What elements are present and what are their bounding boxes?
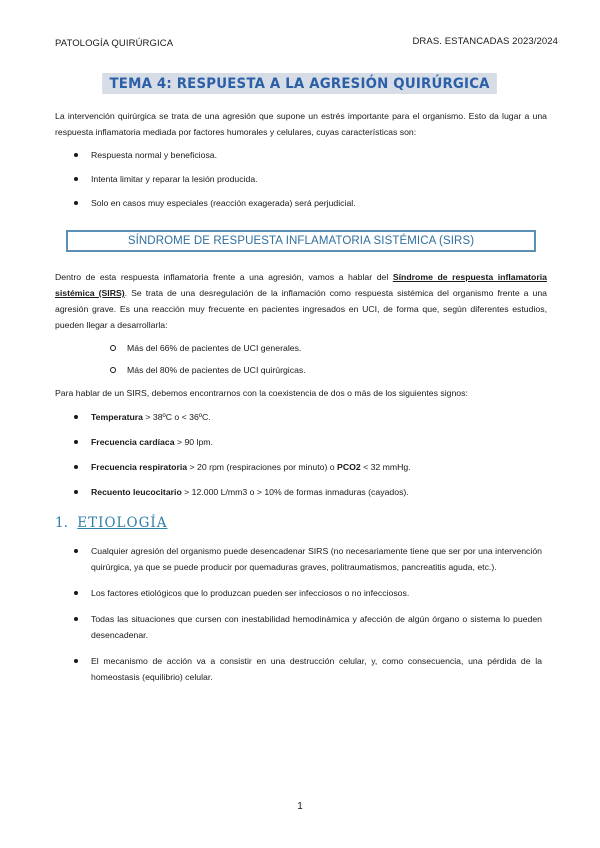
list-item: Cualquier agresión del organismo puede desencadenar SIRS (no necesariamente tiene que ser por una intervención quirúrgica, ya que se puede producir por quemaduras graves, politraumatismos, pancreatitis aguda, etc.). bbox=[72, 543, 542, 575]
list-item: Más del 80% de pacientes de UCI quirúrgicas. bbox=[110, 362, 530, 378]
sign-text: > 20 rpm (respiraciones por minuto) o bbox=[187, 462, 338, 472]
signs-intro: Para hablar de un SIRS, debemos encontrarnos con la coexistencia de dos o más de los siguientes signos: bbox=[55, 388, 468, 398]
sirs-paragraph-part2: . Se trata de una desregulación de la inflamación como respuesta sistémica del organismo frente a una agresión grave. Es una reacción muy frecuente en pacientes ingresados en UCI, de forma que, según diferentes estudios, pueden llegar a desarrollarla: bbox=[55, 288, 547, 330]
icu-stats-list bbox=[110, 340, 530, 378]
intro-paragraph: La intervención quirúrgica se trata de una agresión que supone un estrés importante para el organismo. Esto da lugar a una respuesta inflamatoria mediada por factores humorales y celulares, cuyas características son: bbox=[55, 111, 547, 137]
sign-label: Frecuencia cardíaca bbox=[91, 437, 175, 447]
sirs-section-title: SÍNDROME DE RESPUESTA INFLAMATORIA SISTÉMICA (SIRS) bbox=[127, 235, 475, 247]
list-item: Respuesta normal y beneficiosa. bbox=[72, 147, 542, 163]
section-number: 1. bbox=[55, 515, 68, 531]
sirs-paragraph-part1: Dentro de esta respuesta inflamatoria frente a una agresión, vamos a hablar del bbox=[55, 272, 393, 282]
page-number: 1 bbox=[297, 801, 303, 812]
sign-text: > 12.000 L/mm3 o > 10% de formas inmaduras (cayados). bbox=[181, 487, 409, 497]
sign-item bbox=[72, 484, 542, 500]
list-item: Intenta limitar y reparar la lesión producida. bbox=[72, 171, 542, 187]
sign-label: Temperatura bbox=[91, 412, 143, 422]
sign-label: Frecuencia respiratoria bbox=[91, 462, 188, 472]
etiology-list bbox=[72, 543, 542, 685]
sign-item bbox=[72, 434, 542, 450]
list-item: Todas las situaciones que cursen con inestabilidad hemodinámica y afección de algún órgano o sistema lo pueden desencadenar. bbox=[72, 611, 542, 643]
sign-label: Recuento leucocitario bbox=[91, 487, 182, 497]
list-item: Más del 66% de pacientes de UCI generales. bbox=[110, 340, 530, 356]
page-title: TEMA 4: RESPUESTA A LA AGRESIÓN QUIRÚRGICA bbox=[103, 73, 498, 94]
list-item: El mecanismo de acción va a consistir en una destrucción celular, y, como consecuencia, una pérdida de la homeostasis (equilibrio) celular. bbox=[72, 653, 542, 685]
title-wrap bbox=[0, 73, 600, 94]
header-right: DRAS. ESTANCADAS 2023/2024 bbox=[412, 36, 558, 47]
characteristics-list bbox=[72, 147, 542, 211]
sirs-section-box bbox=[66, 230, 536, 252]
sign-text: < 32 mmHg. bbox=[360, 462, 411, 472]
sign-item bbox=[72, 409, 542, 425]
section-heading-etiologia bbox=[55, 515, 167, 531]
section-title: ETIOLOGÍA bbox=[77, 515, 168, 531]
sign-text: > 38ºC o < 36ºC. bbox=[142, 412, 211, 422]
sign-item bbox=[72, 459, 542, 475]
signs-list bbox=[72, 409, 542, 500]
header-left: PATOLOGÍA QUIRÚRGICA bbox=[55, 38, 174, 49]
sirs-paragraph bbox=[55, 269, 547, 333]
list-item: Los factores etiológicos que lo produzcan pueden ser infecciosos o no infecciosos. bbox=[72, 585, 542, 601]
sirs-term: Síndrome de respuesta inflamatoria sistémica (SIRS) bbox=[55, 272, 547, 298]
sign-label-pco2: PCO2 bbox=[337, 462, 361, 472]
sign-text: > 90 lpm. bbox=[174, 437, 213, 447]
list-item: Solo en casos muy especiales (reacción exagerada) será perjudicial. bbox=[72, 195, 542, 211]
